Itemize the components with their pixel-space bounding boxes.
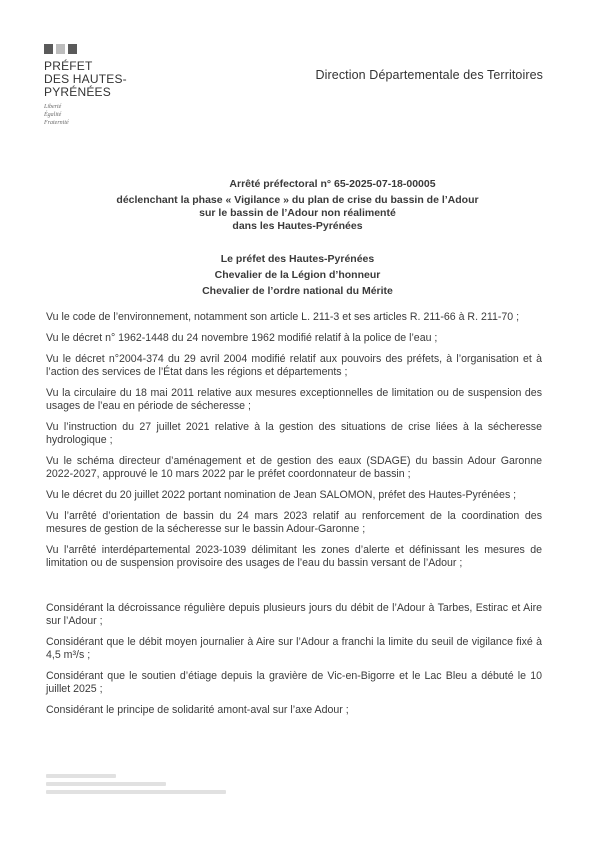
considerant-paragraph: Considérant le principe de solidarité amont-aval sur l’axe Adour ; <box>46 704 349 716</box>
prefecture-name-line-2: DES HAUTES- <box>44 72 127 86</box>
authority-line-3: Chevalier de l’ordre national du Mérite <box>202 285 393 297</box>
authority-block <box>0 251 595 299</box>
decree-body <box>46 311 542 725</box>
faded-footer-address <box>46 774 226 798</box>
authority-line-2: Chevalier de la Légion d’honneur <box>214 269 381 281</box>
visa-paragraph: Vu la circulaire du 18 mai 2011 relative aux mesures exceptionnelles de limitation ou de suspension des usages de l’eau en période de sécheresse ; <box>46 387 542 412</box>
prefecture-logo <box>44 44 154 127</box>
considerant-paragraph: Considérant que le débit moyen journalier à Aire sur l’Adour a franchi la limite du seuil de vigilance fixé à 4,5 m³/s ; <box>46 636 542 661</box>
authority-line-1: Le préfet des Hautes-Pyrénées <box>220 253 375 265</box>
visa-paragraph: Vu le code de l’environnement, notamment son article L. 211-3 et ses articles R. 211-66 à R. 211-70 ; <box>46 311 520 323</box>
visa-paragraph: Vu l’arrêté d’orientation de bassin du 24 mars 2023 relatif au renforcement de la coordination des mesures de gestion de la sécheresse sur le bassin Adour-Garonne ; <box>46 510 542 535</box>
visa-paragraph: Vu le décret du 20 juillet 2022 portant nomination de Jean SALOMON, préfet des Hautes-Pyrénées ; <box>46 489 517 501</box>
prefecture-name-line-1: PRÉFET <box>44 59 93 73</box>
decree-title-line-1: déclenchant la phase « Vigilance » du plan de crise du bassin de l’Adour <box>116 194 479 206</box>
prefecture-name-line-3: PYRÉNÉES <box>44 85 111 99</box>
considerant-paragraph: Considérant la décroissance régulière depuis plusieurs jours du débit de l’Adour à Tarbes, Estirac et Aire sur l’Adour ; <box>46 602 542 627</box>
republic-motto <box>44 103 154 127</box>
considerant-paragraph: Considérant que le soutien d’étiage depuis la gravière de Vic-en-Bigorre et le Lac Bleu a débuté le 10 juillet 2025 ; <box>46 670 542 695</box>
visa-paragraph: Vu le schéma directeur d’aménagement et de gestion des eaux (SDAGE) du bassin Adour Garonne 2022-2027, approuvé le 10 mars 2022 par le préfet coordonnateur de bassin ; <box>46 455 542 480</box>
visa-paragraph: Vu le décret n°2004-374 du 29 avril 2004 modifié relatif aux pouvoirs des préfets, à l’organisation et à l’action des services de l’État dans les régions et départements ; <box>46 353 542 378</box>
motto-liberte: Liberté <box>44 104 62 110</box>
motto-egalite: Égalité <box>44 112 62 118</box>
decree-title <box>0 178 595 233</box>
decree-title-line-3: dans les Hautes-Pyrénées <box>232 220 363 232</box>
visa-paragraph: Vu l’arrêté interdépartemental 2023-1039 délimitant les zones d’alerte et définissant les mesures de limitation ou de suspension provisoire des usages de l’eau du bassin versant de l’Adour ; <box>46 544 542 569</box>
service-name: Direction Départementale des Territoires <box>315 68 543 82</box>
motto-fraternite: Fraternité <box>44 120 69 126</box>
decree-number: Arrêté préfectoral n° 65-2025-07-18-00005 <box>229 178 436 190</box>
marianne-emblem-icon <box>44 44 154 54</box>
visa-paragraph: Vu l’instruction du 27 juillet 2021 relative à la gestion des situations de crise liées à la sécheresse hydrologique ; <box>46 421 542 446</box>
visa-paragraph: Vu le décret n° 1962-1448 du 24 novembre 1962 modifié relatif à la police de l’eau ; <box>46 332 438 344</box>
decree-title-line-2: sur le bassin de l’Adour non réalimenté <box>199 207 396 219</box>
